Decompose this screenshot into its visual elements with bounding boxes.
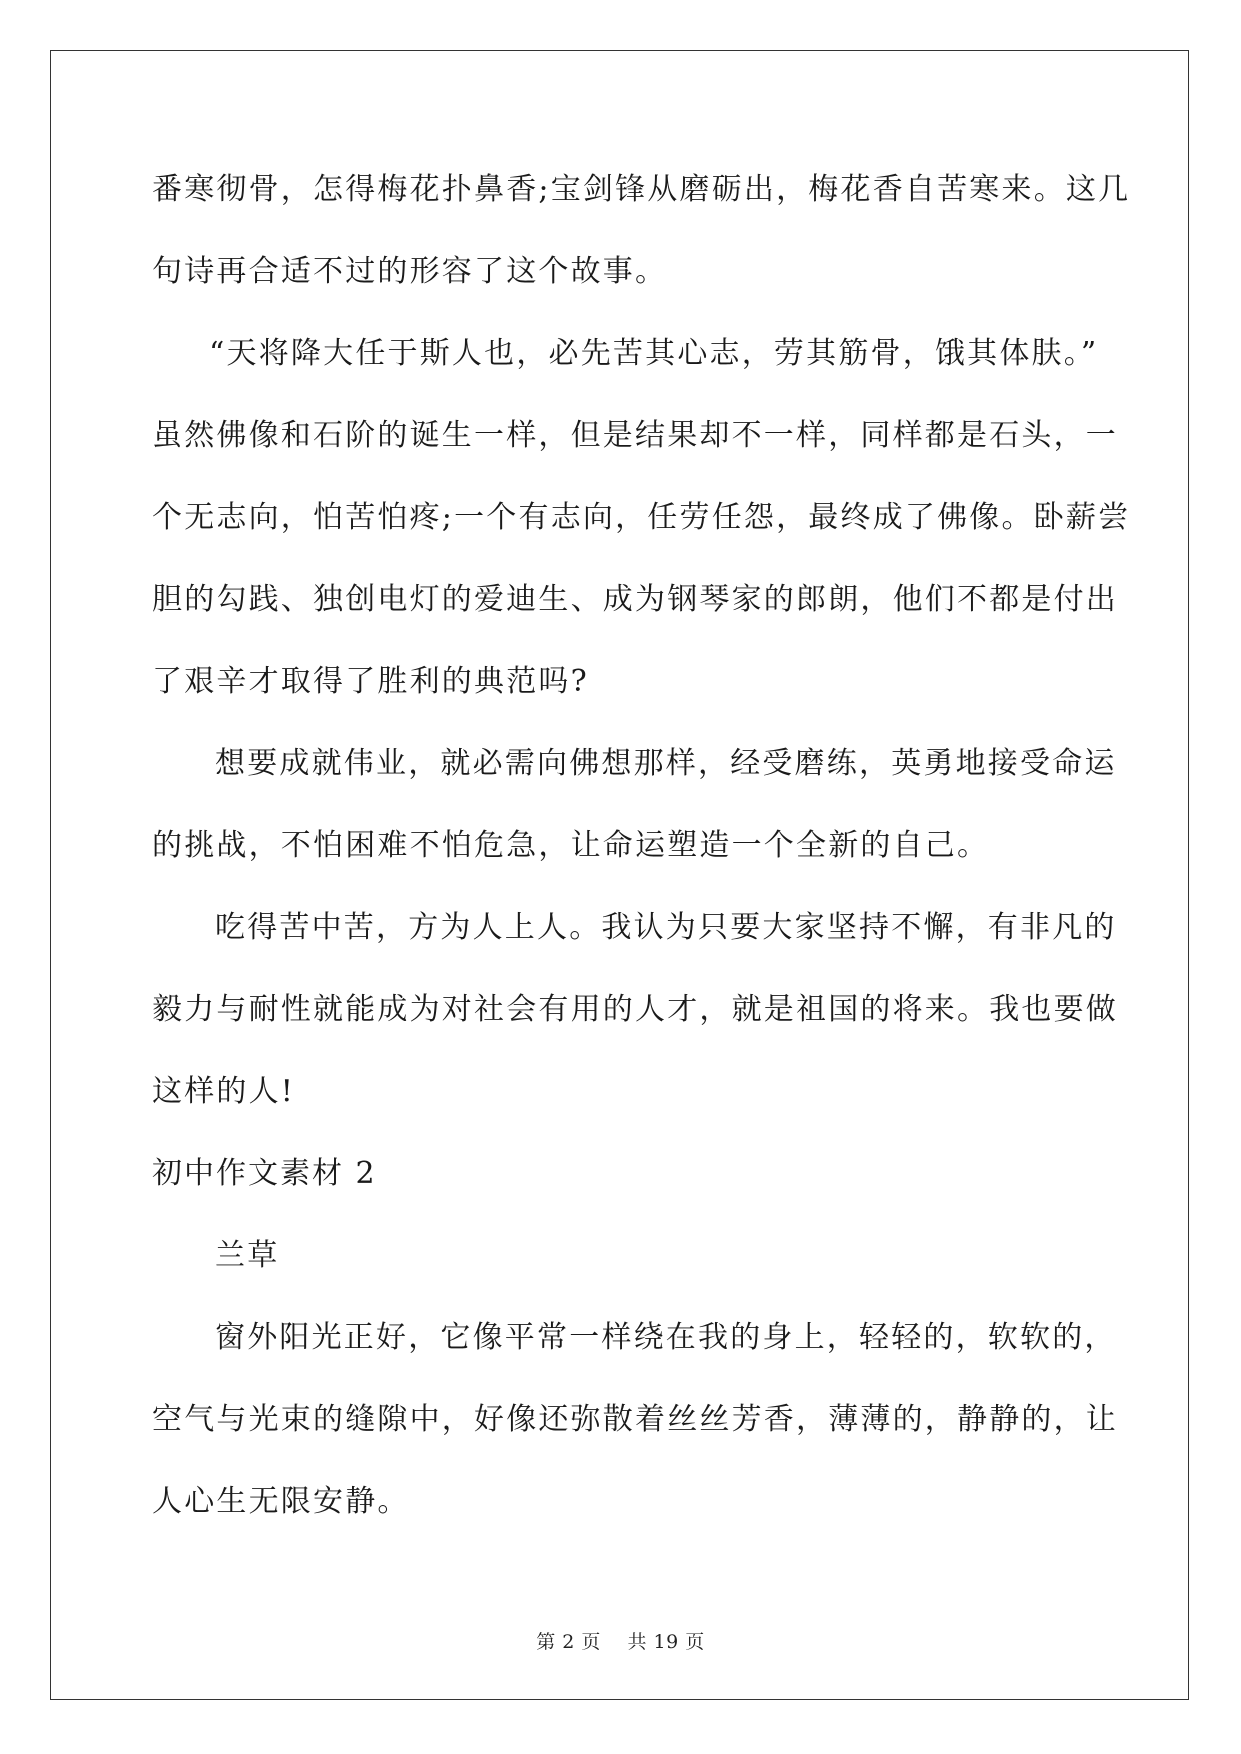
text-line: 这样的人!: [152, 1074, 296, 1109]
text-line: 毅力与耐性就能成为对社会有用的人才，就是祖国的将来。我也要做: [152, 992, 1118, 1027]
page-footer: [0, 1627, 1241, 1654]
text-line: 番寒彻骨，怎得梅花扑鼻香;宝剑锋从磨砺出，梅花香自苦寒来。这几: [152, 172, 1131, 207]
page-number: 第 2 页: [536, 1631, 601, 1653]
text-line: 的挑战，不怕困难不怕危急，让命运塑造一个全新的自己。: [152, 828, 990, 863]
text-line: 空气与光束的缝隙中，好像还弥散着丝丝芳香，薄薄的，静静的，让: [152, 1402, 1118, 1437]
page-total: 共 19 页: [627, 1631, 705, 1653]
quote-line: “天将降大任于斯人也，必先苦其心志，劳其筋骨，饿其体肤。”: [209, 336, 1099, 371]
paragraph-start-line: 吃得苦中苦，方为人上人。我认为只要大家坚持不懈，有非凡的: [215, 910, 1117, 945]
essay-title: 兰草: [215, 1238, 280, 1273]
text-line: 人心生无限安静。: [152, 1484, 410, 1519]
document-body: [152, 162, 1131, 1556]
text-line: 句诗再合适不过的形容了这个故事。: [152, 254, 668, 289]
text-line: 胆的勾践、独创电灯的爱迪生、成为钢琴家的郎朗，他们不都是付出: [152, 582, 1118, 617]
text-line: 虽然佛像和石阶的诞生一样，但是结果却不一样，同样都是石头，一: [152, 418, 1118, 453]
paragraph-start-line: 窗外阳光正好，它像平常一样绕在我的身上，轻轻的，软软的，: [215, 1320, 1117, 1355]
section-heading: 初中作文素材 2: [152, 1156, 377, 1191]
text-line: 了艰辛才取得了胜利的典范吗?: [152, 664, 589, 699]
text-line: 个无志向，怕苦怕疼;一个有志向，任劳任怨，最终成了佛像。卧薪尝: [152, 500, 1131, 535]
paragraph-start-line: 想要成就伟业，就必需向佛想那样，经受磨练，英勇地接受命运: [215, 746, 1117, 781]
